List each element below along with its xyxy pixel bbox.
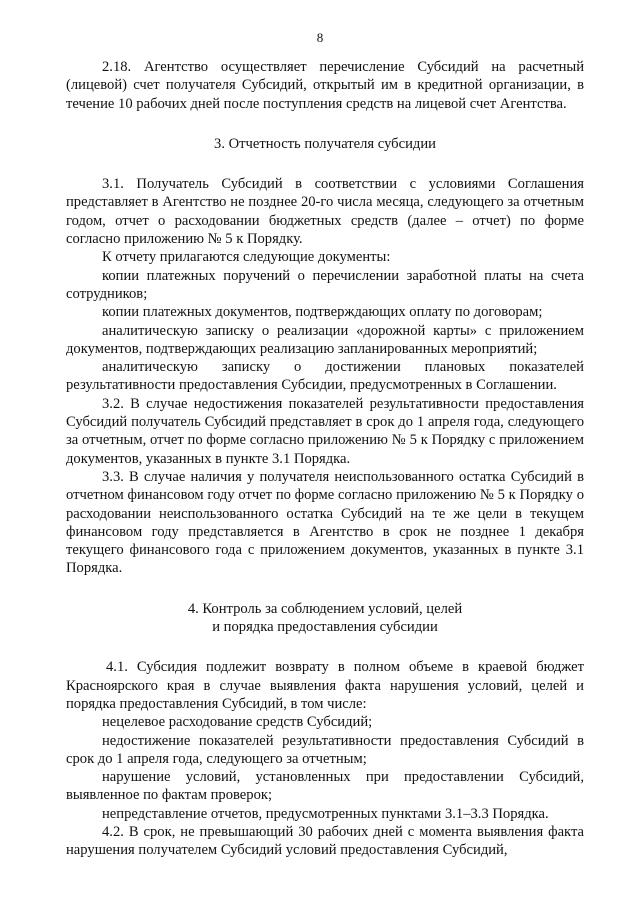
section-3-heading: 3. Отчетность получателя субсидии xyxy=(214,135,436,152)
paragraph-3-1: 3.1. Получатель Субсидий в соответствии с условиями Соглашения представляет в Агентство не позднее 20-го числа месяца, следующего за отчетным годом, отчет о расходовании бюджетных средств (далее – отчет) по форме согласно приложению № 5 к Порядку. xyxy=(66,176,584,248)
section-4-heading-line-1: 4. Контроль за соблюдением условий, целей xyxy=(187,600,463,617)
paragraph-3-1-docs-intro: К отчету прилагаются следующие документы: xyxy=(102,249,391,266)
document-body xyxy=(66,58,584,860)
paragraph-4-2: 4.2. В срок, не превышающий 30 рабочих дней с момента выявления факта нарушения получателем Субсидий условий предоставления Субсидий, xyxy=(66,823,584,859)
paragraph-4-1-item-4: непредставление отчетов, предусмотренных пунктами 3.1–3.3 Порядка. xyxy=(102,805,549,822)
paragraph-3-2: 3.2. В случае недостижения показателей результативности предоставления Субсидий получатель Субсидий представляет в срок до 1 апреля года, следующего за отчетным, отчет по форме согласно приложению № 5 к Порядку с приложением документов, указанных в пункте 3.1 Порядка. xyxy=(66,395,584,467)
paragraph-3-1-doc-1: копии платежных поручений о перечислении заработной платы на счета сотрудников; xyxy=(66,267,584,302)
paragraph-3-1-doc-2: копии платежных документов, подтверждающих оплату по договорам; xyxy=(102,304,543,321)
paragraph-2-18: 2.18. Агентство осуществляет перечисление Субсидий на расчетный (лицевой) счет получателя Субсидий, открытый им в кредитной организации, в течение 10 рабочих дней после поступления средств на лицевой счет Агентства. xyxy=(66,59,584,112)
paragraph-3-1-doc-4: аналитическую записку о достижении плановых показателей результативности предоставления Субсидии, предусмотренных в Соглашении. xyxy=(66,359,584,394)
paragraph-3-3: 3.3. В случае наличия у получателя неиспользованного остатка Субсидий в отчетном финансовом году отчет по форме согласно приложению № 5 к Порядку о расходовании неиспользованного остатка Субсидий на те же цели в текущем финансовом году представляется в Агентство в срок не позднее 1 декабря текущего финансового года с приложением документов, указанных в пункте 3.1 Порядка. xyxy=(66,468,584,577)
page-number: 8 xyxy=(316,30,324,45)
paragraph-4-1: 4.1. Субсидия подлежит возврату в полном объеме в краевой бюджет Красноярского края в случае выявления факта нарушения условий, целей и порядка предоставления Субсидий, в том числе: xyxy=(66,659,584,712)
paragraph-4-1-item-1: нецелевое расходование средств Субсидий; xyxy=(102,714,373,731)
section-4-heading-line-2: и порядка предоставления субсидии xyxy=(212,619,438,636)
paragraph-3-1-doc-3: аналитическую записку о реализации «дорожной карты» с приложением документов, подтверждающих реализацию запланированных мероприятий; xyxy=(66,322,584,357)
paragraph-4-1-item-3: нарушение условий, установленных при предоставлении Субсидий, выявленное по фактам проверок; xyxy=(66,769,584,804)
paragraph-4-1-item-2: недостижение показателей результативности предоставления Субсидий в срок до 1 апреля года, следующего за отчетным; xyxy=(66,732,584,767)
